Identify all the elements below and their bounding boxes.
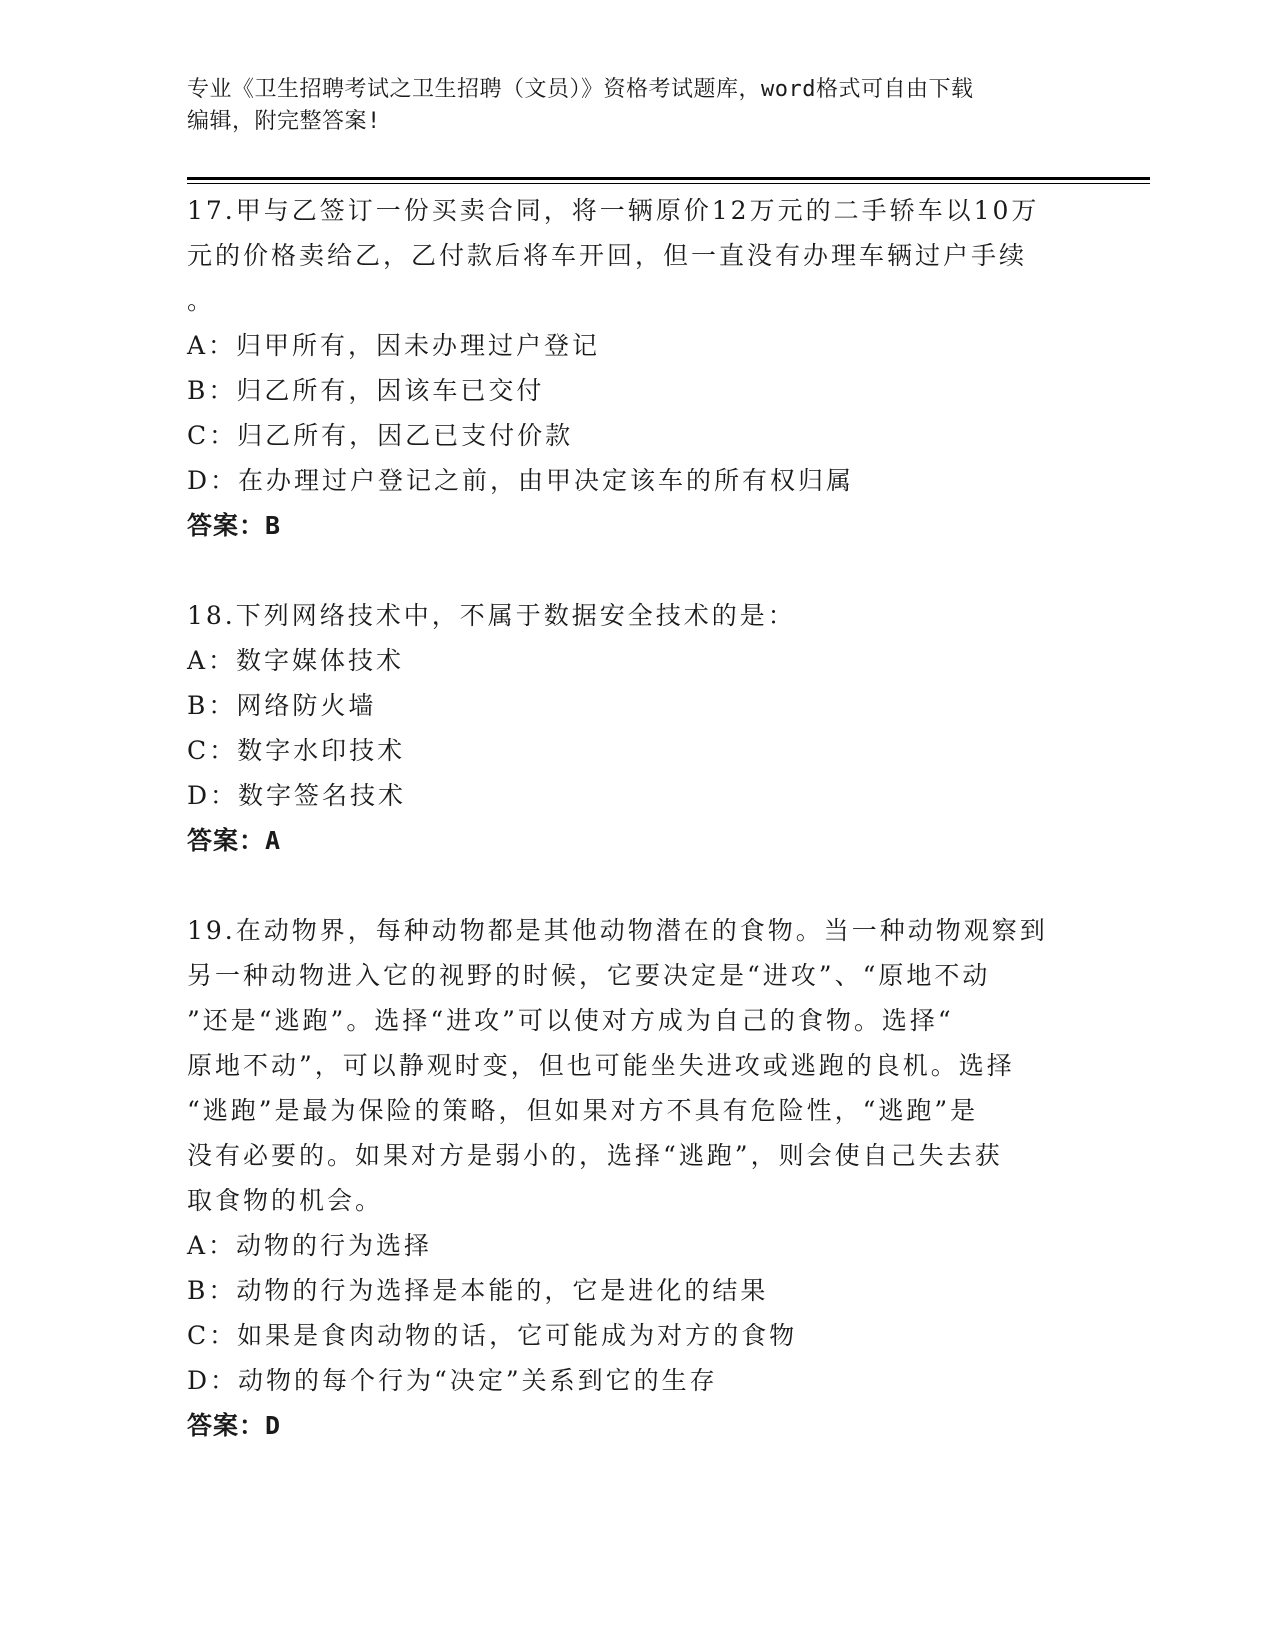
option-c: C：归乙所有，因乙已支付价款 [187, 421, 574, 450]
option-a: A：数字媒体技术 [187, 646, 405, 675]
option-c: C：数字水印技术 [187, 736, 406, 765]
question-17 [187, 188, 1067, 548]
option-b: B：归乙所有，因该车已交付 [187, 376, 545, 405]
answer-label: 答案：D [187, 1411, 282, 1440]
question-stem-line: 另一种动物进入它的视野的时候，它要决定是“进攻”、“原地不动 [187, 961, 991, 990]
question-18 [187, 593, 1067, 863]
option-a: A：动物的行为选择 [187, 1231, 433, 1260]
question-stem-line: 原地不动”，可以静观时变，但也可能坐失进攻或逃跑的良机。选择 [187, 1051, 1015, 1080]
option-d: D：动物的每个行为“决定”关系到它的生存 [187, 1366, 718, 1395]
document-header [187, 74, 1067, 138]
option-a: A：归甲所有，因未办理过户登记 [187, 331, 601, 360]
question-stem-line: 元的价格卖给乙，乙付款后将车开回，但一直没有办理车辆过户手续 [187, 241, 1028, 270]
option-c: C：如果是食肉动物的话，它可能成为对方的食物 [187, 1321, 798, 1350]
header-rule-thick [187, 177, 1150, 180]
question-stem-line: 17.甲与乙签订一份买卖合同，将一辆原价12万元的二手轿车以10万 [187, 196, 1040, 225]
question-stem-line: ”还是“逃跑”。选择“进攻”可以使对方成为自己的食物。选择“ [187, 1006, 954, 1035]
header-line-2: 编辑，附完整答案! [187, 109, 381, 134]
option-d: D：数字签名技术 [187, 781, 407, 810]
question-stem-line: 。 [187, 286, 216, 315]
question-stem-line: 18.下列网络技术中，不属于数据安全技术的是： [187, 601, 796, 630]
question-list [187, 188, 1067, 1448]
question-stem-line: 没有必要的。如果对方是弱小的，选择“逃跑”，则会使自己失去获 [187, 1141, 1003, 1170]
option-b: B：网络防火墙 [187, 691, 377, 720]
question-stem-line: 19.在动物界，每种动物都是其他动物潜在的食物。当一种动物观察到 [187, 916, 1048, 945]
question-spacer [187, 548, 1067, 593]
question-19 [187, 908, 1067, 1448]
header-rule-thin [187, 183, 1150, 184]
question-spacer [187, 863, 1067, 908]
answer-label: 答案：A [187, 826, 282, 855]
answer-label: 答案：B [187, 511, 282, 540]
option-d: D：在办理过户登记之前，由甲决定该车的所有权归属 [187, 466, 855, 495]
option-b: B：动物的行为选择是本能的，它是进化的结果 [187, 1276, 769, 1305]
question-stem-line: “逃跑”是最为保险的策略，但如果对方不具有危险性，“逃跑”是 [187, 1096, 979, 1125]
question-stem-line: 取食物的机会。 [187, 1186, 384, 1215]
header-line-1: 专业《卫生招聘考试之卫生招聘（文员）》资格考试题库，word格式可自由下载 [187, 77, 974, 102]
